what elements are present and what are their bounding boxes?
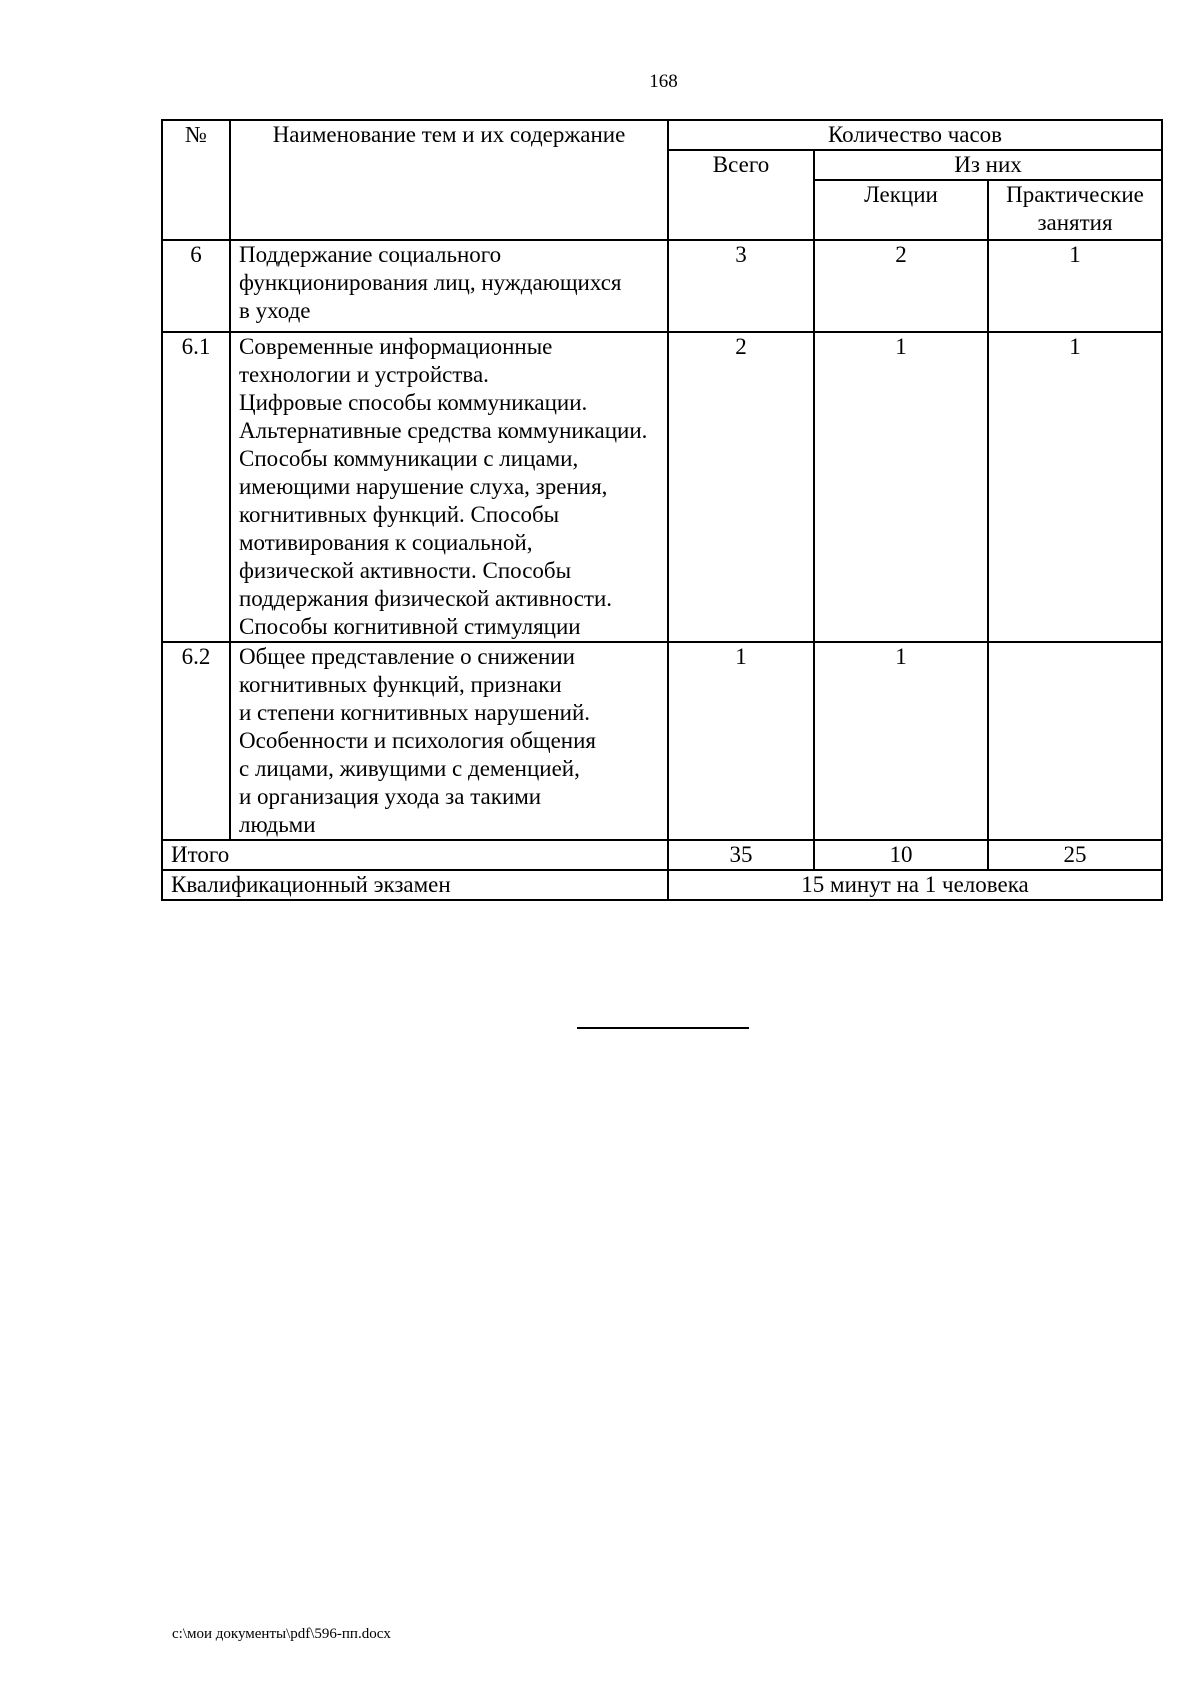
row-title: Современные информационные технологии и устройства. Цифровые способы коммуникации. Альтернативные средства коммуникации. Способы коммуникации с лицами, имеющими нарушение слуха, зрения, когнитивных функций. Способы мотивирования к социальной, физической активности. Способы поддержания физической активности. Способы когнитивной стимуляции	[230, 332, 668, 642]
row-lectures: 2	[814, 240, 988, 332]
table-row	[162, 240, 1162, 332]
row-total: 2	[668, 332, 814, 642]
row-practical: 1	[988, 240, 1162, 332]
total-row	[162, 840, 1162, 870]
total-label: Итого	[162, 840, 668, 870]
row-total: 3	[668, 240, 814, 332]
header-of-them: Из них	[814, 150, 1162, 180]
total-practical: 25	[988, 840, 1162, 870]
header-hours: Количество часов	[668, 120, 1162, 150]
row-practical	[988, 642, 1162, 840]
table-row	[162, 332, 1162, 642]
row-lectures: 1	[814, 332, 988, 642]
row-practical: 1	[988, 332, 1162, 642]
header-total: Всего	[668, 150, 814, 240]
row-num: 6.1	[162, 332, 230, 642]
row-lectures: 1	[814, 642, 988, 840]
header-practical: Практические занятия	[988, 180, 1162, 240]
exam-label: Квалификационный экзамен	[162, 870, 668, 900]
table-header-row	[162, 120, 1162, 150]
exam-row	[162, 870, 1162, 900]
row-total: 1	[668, 642, 814, 840]
header-num: №	[162, 120, 230, 240]
total-value: 35	[668, 840, 814, 870]
header-lectures: Лекции	[814, 180, 988, 240]
table-row	[162, 642, 1162, 840]
separator-line	[577, 1027, 749, 1029]
row-title: Общее представление о снижении когнитивных функций, признаки и степени когнитивных нарушений. Особенности и психология общения с лицами, живущими с деменцией, и организация ухода за такими людьми	[230, 642, 668, 840]
header-name: Наименование тем и их содержание	[230, 120, 668, 240]
total-lectures: 10	[814, 840, 988, 870]
row-title: Поддержание социального функционирования лиц, нуждающихся в уходе	[230, 240, 668, 332]
page-number: 168	[649, 71, 678, 92]
exam-value: 15 минут на 1 человека	[668, 870, 1162, 900]
footer-file-path: c:\мои документы\pdf\596-пп.docx	[172, 1626, 391, 1642]
row-num: 6.2	[162, 642, 230, 840]
hours-table	[161, 119, 1163, 901]
row-num: 6	[162, 240, 230, 332]
